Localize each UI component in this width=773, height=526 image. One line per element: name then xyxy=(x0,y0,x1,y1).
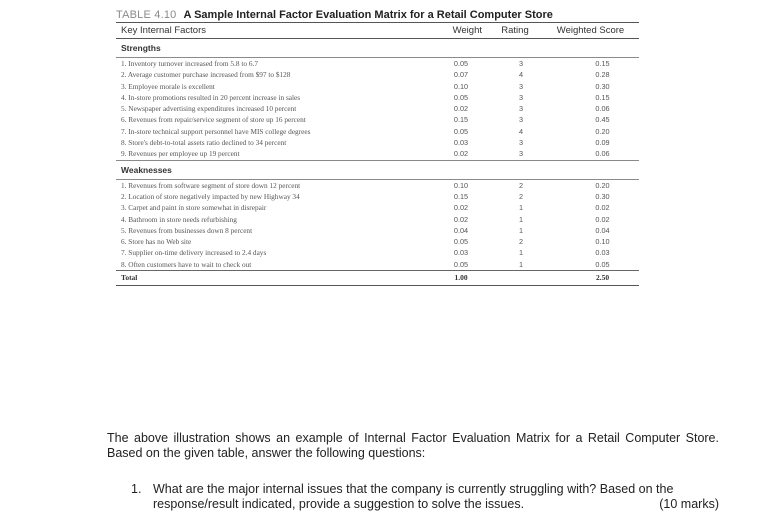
weaknesses-score-cell: 0.20 xyxy=(595,180,610,190)
strengths-score-cell: 0.28 xyxy=(595,70,610,80)
question-item xyxy=(131,482,721,512)
strengths-factor-cell: 9. Revenues per employee up 19 percent xyxy=(121,149,240,159)
question-number: 1. xyxy=(131,482,142,496)
strengths-rating-cell: 3 xyxy=(518,138,524,148)
weaknesses-factor-cell: 1. Revenues from software segment of store down 12 percent xyxy=(121,180,301,190)
strengths-row xyxy=(116,114,639,125)
weaknesses-score-cell: 0.02 xyxy=(595,203,610,213)
strengths-weight-cell: 0.05 xyxy=(453,92,469,102)
strengths-weight-cell: 0.02 xyxy=(453,149,469,159)
strengths-weight-cell: 0.05 xyxy=(453,126,469,136)
weaknesses-row xyxy=(116,179,639,191)
weaknesses-rating-cell: 2 xyxy=(518,237,524,247)
strengths-weight-cell: 0.10 xyxy=(453,81,469,91)
header-weight: Weight xyxy=(416,23,488,39)
weaknesses-row xyxy=(116,247,639,258)
strengths-label: Strengths xyxy=(116,39,639,58)
strengths-factor-cell: 5. Newspaper advertising expenditures increased 10 percent xyxy=(121,104,297,114)
header-key-internal-factors: Key Internal Factors xyxy=(116,23,416,39)
strengths-row xyxy=(116,69,639,80)
strengths-score-cell: 0.20 xyxy=(595,126,610,136)
strengths-rating-cell: 3 xyxy=(518,59,524,68)
strengths-factor-cell: 6. Revenues from repair/service segment of store up 16 percent xyxy=(121,115,306,125)
weaknesses-weight-cell: 0.10 xyxy=(453,180,469,190)
strengths-score-cell: 0.15 xyxy=(595,59,610,68)
weaknesses-factor-cell: 5. Revenues from businesses down 8 percent xyxy=(121,225,253,235)
strengths-rating-cell: 3 xyxy=(518,149,524,159)
weaknesses-section-header xyxy=(116,160,639,179)
weaknesses-weight-cell: 0.05 xyxy=(453,259,469,269)
weaknesses-rating-cell: 2 xyxy=(518,191,524,201)
weaknesses-score-cell: 0.03 xyxy=(595,248,610,258)
weaknesses-weight-cell: 0.02 xyxy=(453,203,469,213)
question-intro: The above illustration shows an example of Internal Factor Evaluation Matrix for a Retail Computer Store. Based on the given table, answer the following questions: xyxy=(107,431,719,460)
total-score: 2.50 xyxy=(542,271,639,286)
strengths-score-cell: 0.09 xyxy=(595,138,610,148)
strengths-score-cell: 0.45 xyxy=(595,115,610,125)
strengths-factor-cell: 2. Average customer purchase increased from $97 to $128 xyxy=(121,70,291,80)
total-row xyxy=(116,271,639,286)
weaknesses-rating-cell: 1 xyxy=(518,203,524,213)
question-text: What are the major internal issues that the company is currently struggling with? Based on the response/result indicated, provide a suggestion to solve the issues. xyxy=(153,482,674,511)
weaknesses-row xyxy=(116,202,639,213)
weaknesses-score-cell: 0.02 xyxy=(595,214,610,224)
weaknesses-rating-cell: 1 xyxy=(518,214,524,224)
header-weighted-score: Weighted Score xyxy=(542,23,639,39)
strengths-weight-cell: 0.03 xyxy=(453,138,469,148)
table-number: TABLE 4.10 xyxy=(116,9,177,21)
strengths-score-cell: 0.06 xyxy=(595,104,610,114)
strengths-factor-cell: 3. Employee morale is excellent xyxy=(121,81,215,91)
weaknesses-row xyxy=(116,259,639,271)
strengths-score-cell: 0.15 xyxy=(595,92,610,102)
total-rating-empty xyxy=(488,271,542,286)
weaknesses-rating-cell: 1 xyxy=(518,259,524,269)
question-marks: (10 marks) xyxy=(659,497,719,511)
weaknesses-row xyxy=(116,191,639,202)
strengths-weight-cell: 0.15 xyxy=(453,115,469,125)
table-header-row xyxy=(116,23,639,39)
strengths-row xyxy=(116,81,639,92)
weaknesses-score-cell: 0.05 xyxy=(595,259,610,269)
header-rating: Rating xyxy=(488,23,542,39)
weaknesses-rating-cell: 1 xyxy=(518,248,524,258)
weaknesses-factor-cell: 7. Supplier on-time delivery increased to 2.4 days xyxy=(121,248,267,258)
strengths-factor-cell: 4. In-store promotions resulted in 20 percent increase in sales xyxy=(121,92,301,102)
strengths-row xyxy=(116,103,639,114)
strengths-weight-cell: 0.05 xyxy=(453,59,469,68)
strengths-row xyxy=(116,148,639,160)
table-caption xyxy=(116,8,639,22)
weaknesses-factor-cell: 2. Location of store negatively impacted by new Highway 34 xyxy=(121,191,300,201)
strengths-rating-cell: 4 xyxy=(518,126,524,136)
weaknesses-weight-cell: 0.15 xyxy=(453,191,469,201)
strengths-rating-cell: 4 xyxy=(518,70,524,80)
strengths-section-header xyxy=(116,39,639,58)
strengths-rating-cell: 3 xyxy=(518,104,524,114)
weaknesses-factor-cell: 3. Carpet and paint in store somewhat in disrepair xyxy=(121,203,267,213)
weaknesses-factor-cell: 6. Store has no Web site xyxy=(121,237,192,247)
strengths-score-cell: 0.30 xyxy=(595,81,610,91)
weaknesses-row xyxy=(116,225,639,236)
weaknesses-score-cell: 0.30 xyxy=(595,191,610,201)
strengths-weight-cell: 0.07 xyxy=(453,70,469,80)
strengths-weight-cell: 0.02 xyxy=(453,104,469,114)
strengths-rating-cell: 3 xyxy=(518,115,524,125)
strengths-rating-cell: 3 xyxy=(518,92,524,102)
weaknesses-weight-cell: 0.04 xyxy=(453,225,469,235)
total-weight: 1.00 xyxy=(416,271,488,286)
weaknesses-rating-cell: 2 xyxy=(518,180,524,190)
strengths-row xyxy=(116,58,639,70)
weaknesses-score-cell: 0.10 xyxy=(595,237,610,247)
strengths-row xyxy=(116,126,639,137)
ife-matrix-figure xyxy=(116,8,639,286)
weaknesses-row xyxy=(116,214,639,225)
strengths-score-cell: 0.06 xyxy=(595,149,610,159)
strengths-factor-cell: 7. In-store technical support personnel have MIS college degrees xyxy=(121,126,311,136)
weaknesses-label: Weaknesses xyxy=(116,160,639,179)
strengths-rating-cell: 3 xyxy=(518,81,524,91)
weaknesses-weight-cell: 0.02 xyxy=(453,214,469,224)
total-label: Total xyxy=(116,271,416,286)
strengths-row xyxy=(116,137,639,148)
ife-matrix-table xyxy=(116,22,639,286)
strengths-factor-cell: 8. Store's debt-to-total assets ratio declined to 34 percent xyxy=(121,138,287,148)
table-body xyxy=(116,39,639,286)
weaknesses-factor-cell: 8. Often customers have to wait to check out xyxy=(121,259,252,269)
strengths-row xyxy=(116,92,639,103)
weaknesses-row xyxy=(116,236,639,247)
weaknesses-rating-cell: 1 xyxy=(518,225,524,235)
strengths-factor-cell: 1. Inventory turnover increased from 5.8 to 6.7 xyxy=(121,59,258,68)
weaknesses-weight-cell: 0.03 xyxy=(453,248,469,258)
table-title: A Sample Internal Factor Evaluation Matrix for a Retail Computer Store xyxy=(183,9,553,21)
weaknesses-factor-cell: 4. Bathroom in store needs refurbishing xyxy=(121,214,237,224)
weaknesses-weight-cell: 0.05 xyxy=(453,237,469,247)
weaknesses-score-cell: 0.04 xyxy=(595,225,610,235)
